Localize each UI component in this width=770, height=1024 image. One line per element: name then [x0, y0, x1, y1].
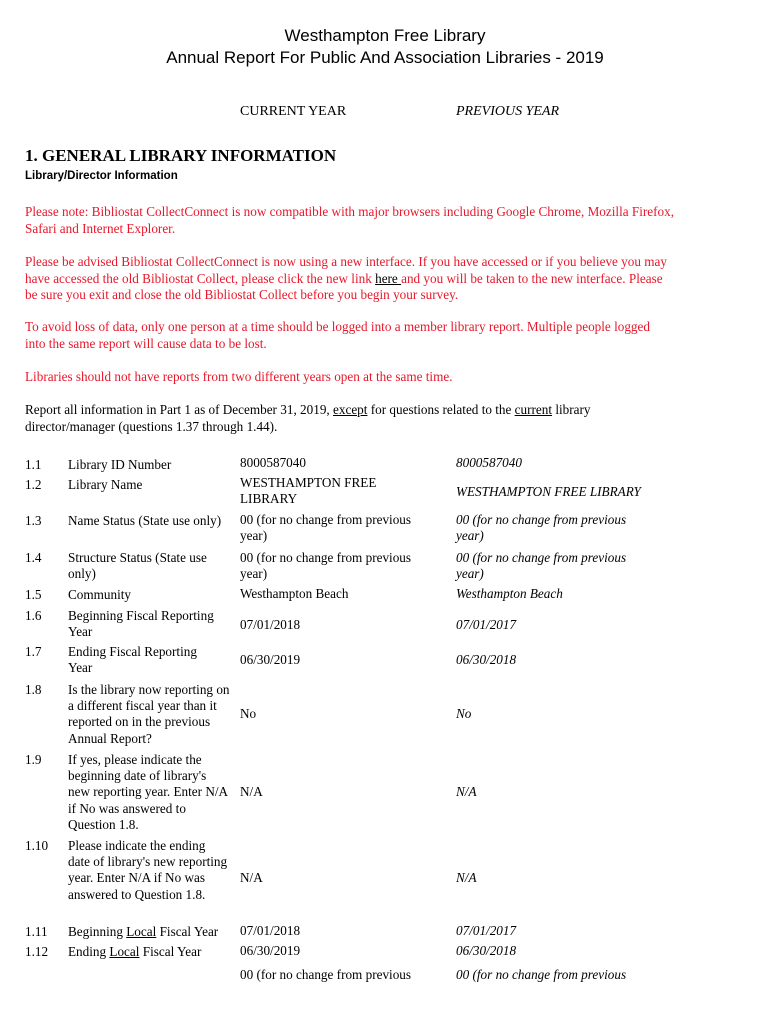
note-browser-compat: Please note: Bibliostat CollectConnect is now compatible with major browsers including Google Chrome, Mozilla Firefox, Safari and Internet Explorer. — [25, 204, 675, 236]
previous-value: 8000587040 — [456, 455, 522, 470]
current-value: 8000587040 — [240, 455, 306, 470]
question-text: Is the library now reporting on a different fiscal year than it reported on in the previous Annual Report? — [68, 682, 230, 746]
question-number: 1.11 — [25, 924, 48, 939]
question-number: 1.3 — [25, 513, 42, 528]
question-text: Beginning Fiscal Reporting Year — [68, 608, 214, 640]
section-subheading: Library/Director Information — [25, 170, 178, 182]
previous-value: 07/01/2017 — [456, 617, 517, 632]
previous-value: 00 (for no change from previous year) — [456, 550, 627, 582]
note-text: Please be advised Bibliostat CollectConnect is now using a new interface. If you have accessed or if you believe you may have accessed the old Bibliostat Collect, please click the new link — [25, 254, 667, 286]
question-number: 1.10 — [25, 838, 49, 853]
question-text — [68, 924, 236, 940]
previous-value: Westhampton Beach — [456, 586, 563, 601]
question-number: 1.7 — [25, 644, 42, 659]
current-value: 06/30/2019 — [240, 943, 301, 958]
current-value: N/A — [240, 870, 263, 885]
previous-value: No — [456, 706, 472, 721]
previous-value: 00 (for no change from previous year) — [456, 512, 627, 544]
current-value: 06/30/2019 — [240, 652, 301, 667]
note-two-years: Libraries should not have reports from two different years open at the same time. — [25, 369, 453, 384]
previous-value: 07/01/2017 — [456, 923, 517, 938]
question-text: Library ID Number — [68, 457, 172, 472]
current-value: N/A — [240, 784, 263, 799]
question-number: 1.5 — [25, 587, 42, 602]
question-text-underlined: Local — [126, 924, 157, 939]
report-title: Westhampton Free Library — [284, 26, 486, 45]
question-text: If yes, please indicate the beginning date of library's new reporting year. Enter N/A if No was answered to Question 1.8. — [68, 752, 228, 832]
here-link[interactable]: here — [375, 270, 402, 286]
current-value: 00 (for no change from previous year) — [240, 550, 412, 582]
instructions-text: Report all information in Part 1 as of December 31, 2019, — [25, 402, 334, 417]
question-text-underlined: Local — [109, 944, 140, 959]
current-value: 07/01/2018 — [240, 617, 301, 632]
report-subtitle: Annual Report For Public And Association Libraries - 2019 — [166, 48, 604, 67]
question-text-part: Fiscal Year — [156, 924, 219, 939]
note-data-loss: To avoid loss of data, only one person at a time should be logged into a member library report. Multiple people logged into the same report will cause data to be lost. — [25, 319, 650, 351]
note-new-interface — [25, 254, 675, 304]
current-year-header: CURRENT YEAR — [240, 104, 347, 119]
question-number: 1.9 — [25, 752, 42, 767]
current-value: No — [240, 706, 257, 721]
question-text — [68, 944, 236, 960]
question-number: 1.2 — [25, 477, 42, 492]
question-text: Library Name — [68, 477, 143, 492]
previous-value: N/A — [456, 784, 477, 799]
question-text: Ending Fiscal Reporting Year — [68, 644, 197, 676]
question-number: 1.8 — [25, 682, 42, 697]
question-text: Community — [68, 587, 132, 602]
question-text: Please indicate the ending date of library's new reporting year. Enter N/A if No was answered to Question 1.8. — [68, 838, 228, 902]
question-number: 1.12 — [25, 944, 49, 959]
question-text-part: Ending — [68, 944, 110, 959]
instructions-text: for questions related to the — [367, 402, 515, 417]
question-text-part: Fiscal Year — [139, 944, 202, 959]
current-value: 00 (for no change from previous year) — [240, 512, 412, 544]
question-text: Structure Status (State use only) — [68, 550, 207, 582]
question-number: 1.4 — [25, 550, 42, 565]
previous-value: 06/30/2018 — [456, 943, 517, 958]
instructions-current: current — [514, 402, 553, 417]
previous-value: WESTHAMPTON FREE LIBRARY — [456, 484, 641, 499]
question-text: Name Status (State use only) — [68, 513, 222, 528]
note-text: and you will be taken to the new interface. Please be sure you exit and close the old Bibliostat Collect before you begin your survey. — [25, 270, 663, 302]
section-title: 1. GENERAL LIBRARY INFORMATION — [25, 146, 337, 165]
instructions-except: except — [333, 402, 368, 417]
question-text-part: Beginning — [68, 924, 127, 939]
previous-value: 06/30/2018 — [456, 652, 517, 667]
previous-value: 00 (for no change from previous — [456, 967, 627, 982]
instructions-text: library director/manager (questions 1.37 through 1.44). — [25, 402, 591, 434]
previous-value: N/A — [456, 870, 477, 885]
question-number: 1.6 — [25, 608, 42, 623]
current-value: Westhampton Beach — [240, 586, 349, 601]
instructions — [25, 402, 650, 435]
current-value: 00 (for no change from previous — [240, 967, 412, 982]
current-value: WESTHAMPTON FREE LIBRARY — [240, 475, 377, 507]
current-value: 07/01/2018 — [240, 923, 301, 938]
previous-year-header: PREVIOUS YEAR — [456, 104, 560, 119]
question-number: 1.1 — [25, 457, 42, 472]
